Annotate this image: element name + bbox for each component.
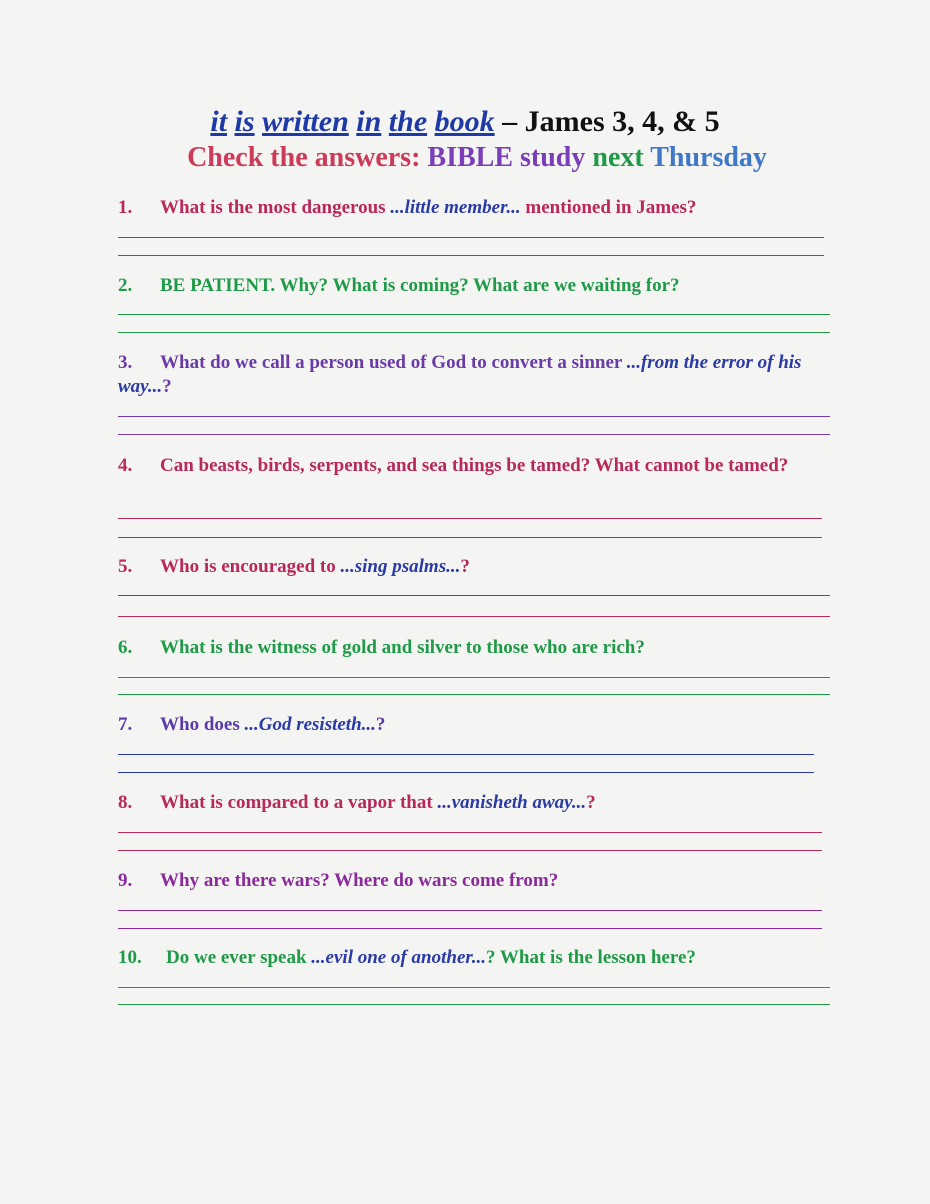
scripture-quote: ...vanisheth away... <box>437 792 587 813</box>
question-text: ? What is the lesson here? <box>486 947 696 968</box>
question-8 <box>118 791 834 815</box>
subtitle-part: BIBLE <box>427 142 520 173</box>
title-word: written <box>262 105 349 138</box>
question-text: Why are there wars? Where do wars come from? <box>160 870 559 891</box>
question-text: BE PATIENT. Why? What is coming? What are we waiting for? <box>160 275 680 296</box>
answer-line[interactable] <box>118 1004 830 1005</box>
answer-line[interactable] <box>118 754 814 755</box>
question-9 <box>118 869 834 893</box>
title-reference: – James 3, 4, & 5 <box>502 105 720 138</box>
question-number: 5. <box>118 556 133 577</box>
answer-line[interactable] <box>118 416 830 417</box>
title-word: it <box>210 105 228 138</box>
subtitle-part: study <box>520 142 593 173</box>
title-word: is <box>234 105 255 138</box>
question-text: ? <box>162 376 172 397</box>
answer-line[interactable] <box>118 314 830 315</box>
answer-line[interactable] <box>118 237 824 238</box>
title-word: the <box>388 105 428 138</box>
subtitle-part: Check the answers: <box>187 142 428 173</box>
scripture-quote: ...God resisteth... <box>244 714 376 735</box>
scripture-quote: ...sing psalms... <box>340 556 461 577</box>
question-5 <box>118 555 834 579</box>
title-word: in <box>356 105 382 138</box>
scripture-quote: ...little member... <box>390 197 521 218</box>
question-number: 1. <box>118 197 133 218</box>
answer-line[interactable] <box>118 772 814 773</box>
worksheet-subtitle <box>0 140 930 176</box>
question-number: 7. <box>118 714 133 735</box>
question-2 <box>118 274 834 298</box>
answer-line[interactable] <box>118 255 824 256</box>
question-text: mentioned in James? <box>520 197 697 218</box>
subtitle-part: next <box>592 142 651 173</box>
worksheet-title <box>0 104 930 140</box>
question-number: 3. <box>118 352 133 373</box>
question-6 <box>118 636 834 660</box>
answer-line[interactable] <box>118 434 830 435</box>
question-text: Who is encouraged to <box>160 556 341 577</box>
question-text: Can beasts, birds, serpents, and sea things be tamed? What cannot be tamed? <box>160 455 789 476</box>
question-text: ? <box>375 714 386 735</box>
question-number: 8. <box>118 792 133 813</box>
question-text: What is compared to a vapor that <box>160 792 438 813</box>
answer-line[interactable] <box>118 928 822 929</box>
question-text: ? <box>586 792 596 813</box>
answer-line[interactable] <box>118 332 830 333</box>
answer-line[interactable] <box>118 987 830 988</box>
answer-line[interactable] <box>118 694 830 695</box>
question-text: What is the most dangerous <box>160 197 391 218</box>
question-text: Who does <box>160 714 245 735</box>
question-number: 2. <box>118 275 133 296</box>
question-text: What do we call a person used of God to convert a sinner <box>160 352 627 373</box>
question-10 <box>118 946 834 970</box>
question-number: 6. <box>118 637 133 658</box>
answer-line[interactable] <box>118 832 822 833</box>
question-text: Do we ever speak <box>166 947 312 968</box>
question-number: 4. <box>118 455 133 476</box>
answer-line[interactable] <box>118 518 822 519</box>
question-text: ? <box>460 556 470 577</box>
answer-line[interactable] <box>118 850 822 851</box>
question-number: 10. <box>118 947 142 968</box>
scripture-quote: ...evil one of another... <box>311 947 486 968</box>
answer-line[interactable] <box>118 537 822 538</box>
question-7 <box>118 713 834 737</box>
title-word: book <box>434 105 495 138</box>
subtitle-part: Thursday <box>650 142 767 173</box>
answer-line[interactable] <box>118 595 830 596</box>
question-number: 9. <box>118 870 133 891</box>
question-3 <box>118 351 834 399</box>
answer-line[interactable] <box>118 910 822 911</box>
question-text: What is the witness of gold and silver to those who are rich? <box>160 637 645 658</box>
answer-line[interactable] <box>118 677 830 678</box>
answer-line[interactable] <box>118 616 830 617</box>
question-1 <box>118 196 834 220</box>
question-4 <box>118 454 834 478</box>
scripture-quote: ...from the error of his way... <box>118 352 802 397</box>
